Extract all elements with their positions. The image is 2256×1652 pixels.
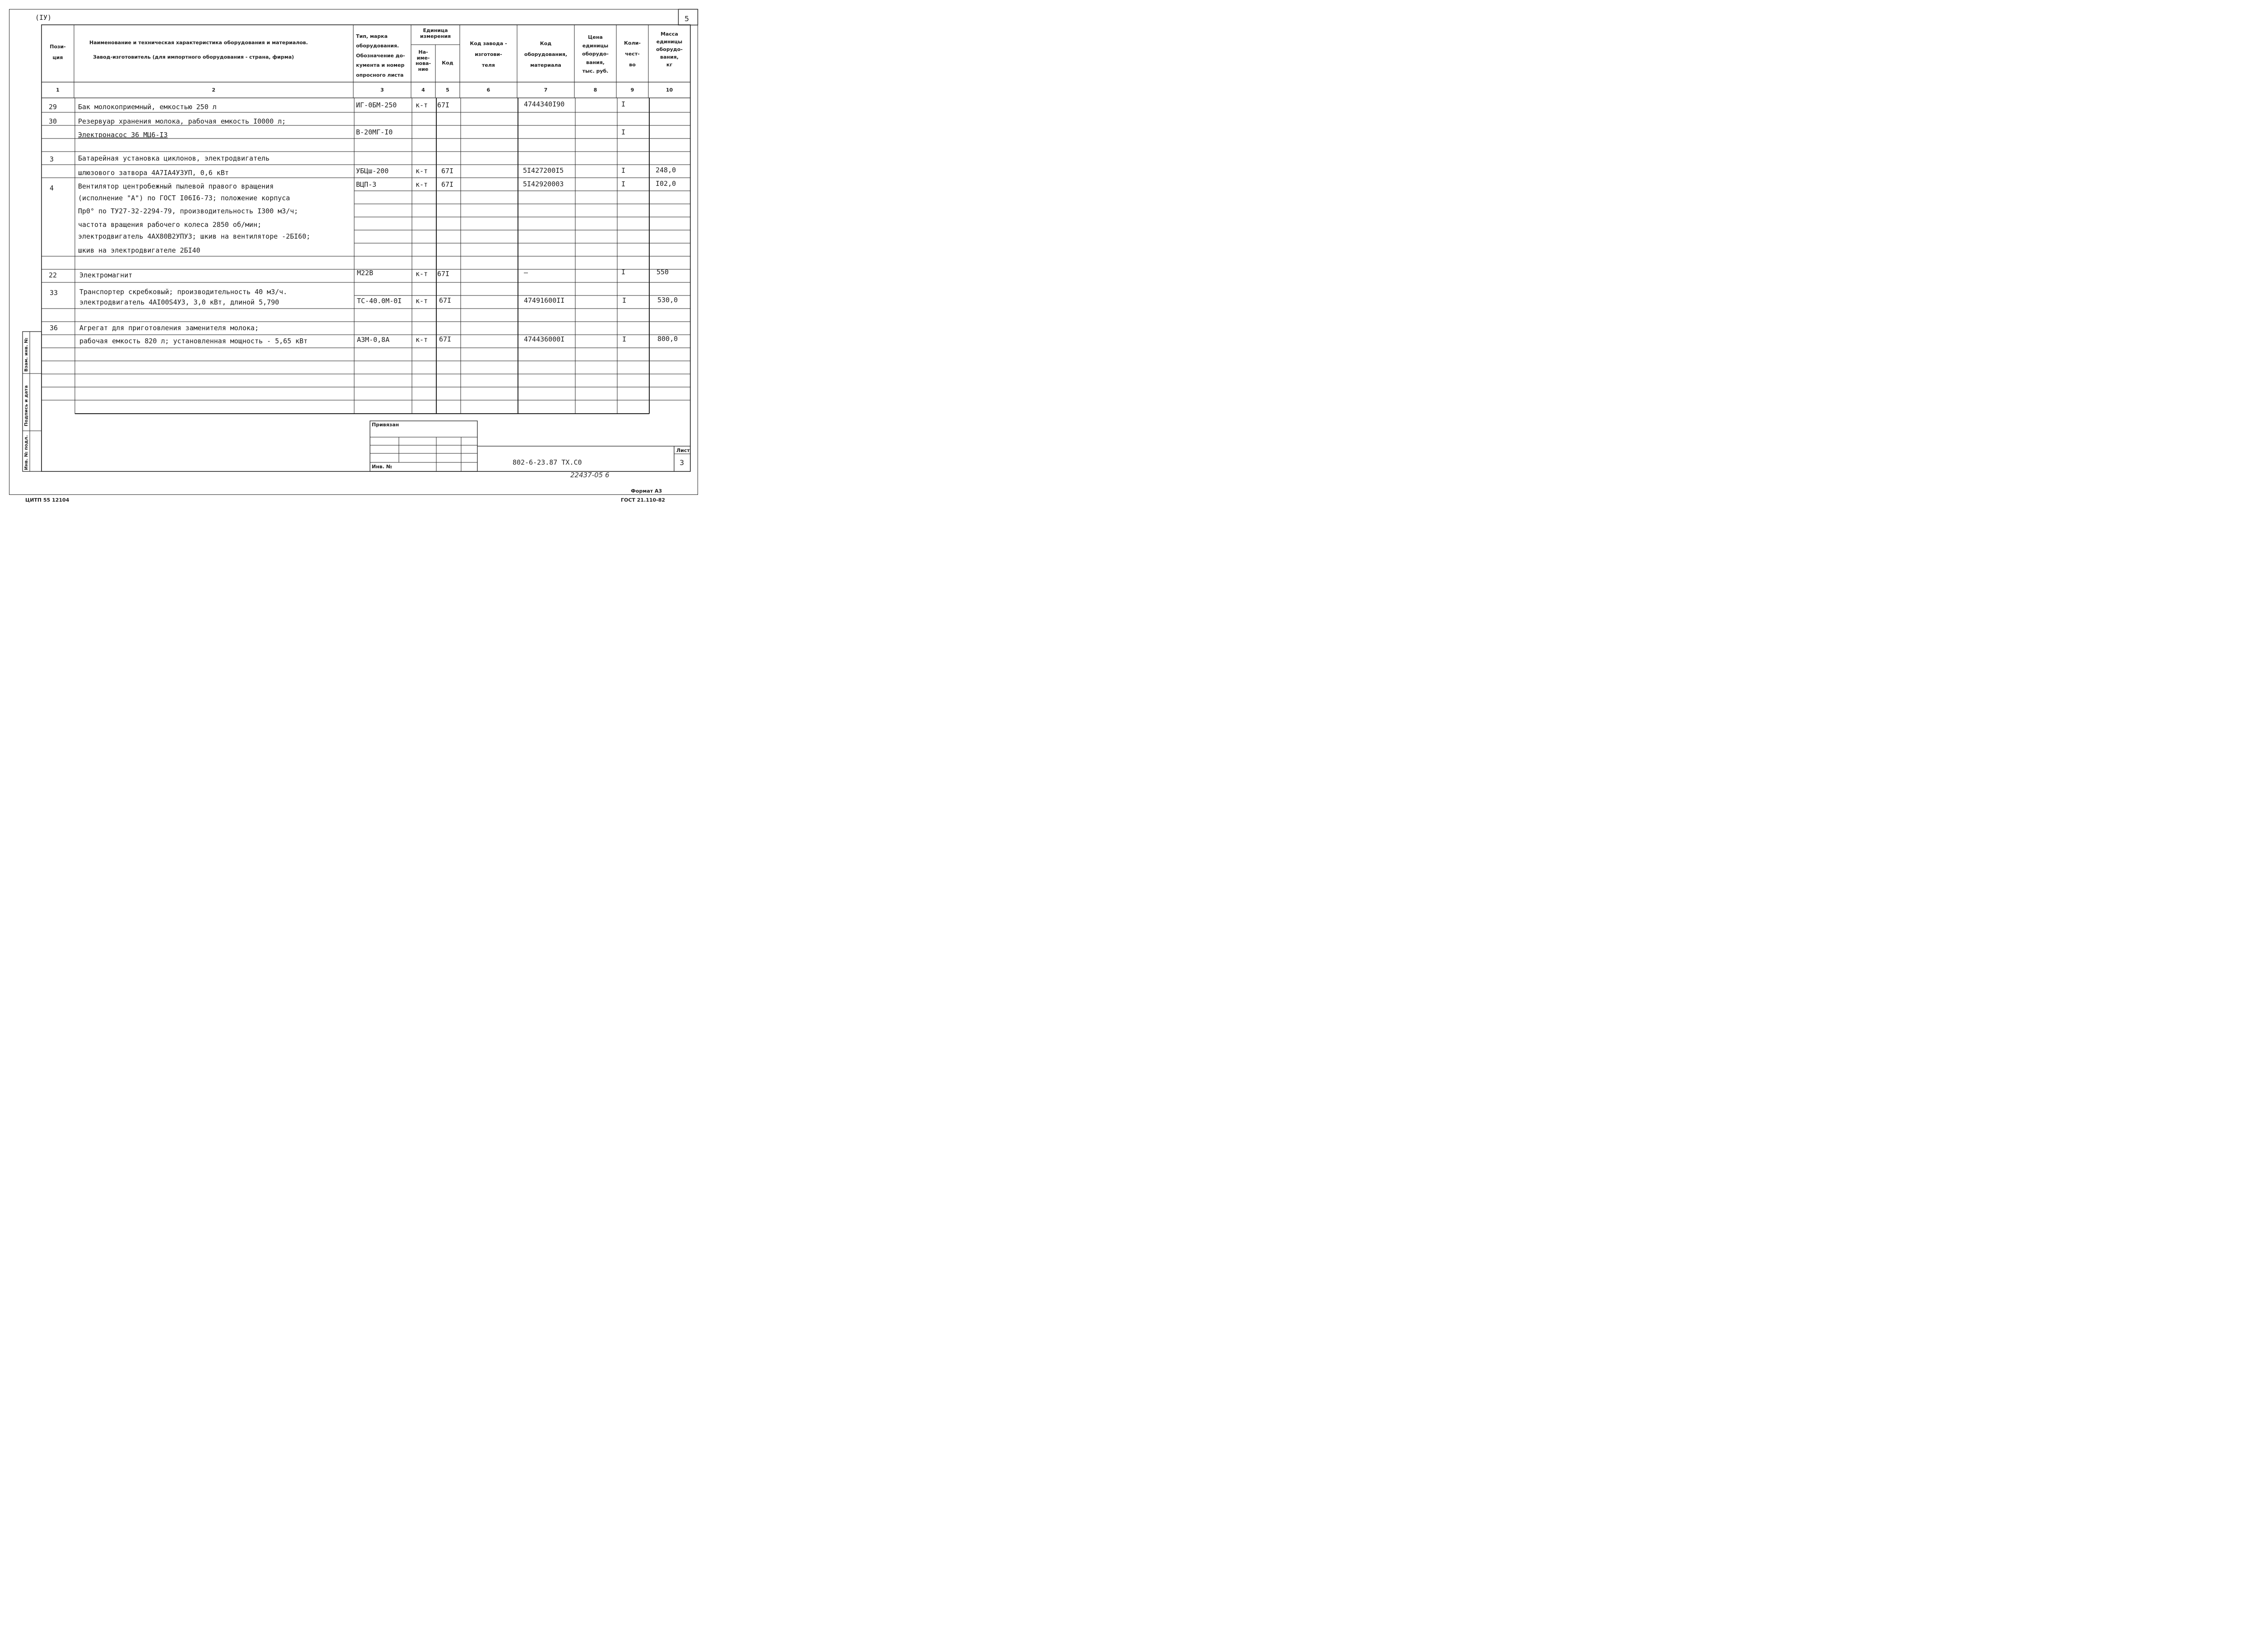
column-number: 1 (56, 87, 60, 93)
column-number: 8 (593, 87, 597, 93)
header-plant-code: Код завода - изготови- теля (470, 41, 507, 69)
row-name: Батарейная установка циклонов, электродвигатель (78, 154, 270, 162)
column-number: 5 (446, 87, 449, 93)
row-name: Вентилятор центробежный пылевой правого вращения (78, 182, 274, 190)
row-quantity: I (621, 100, 626, 108)
row-mass: 530,0 (657, 296, 678, 304)
row-position: 3 (50, 155, 54, 163)
sheet-label: Лист (676, 448, 690, 453)
row-type: АЗМ-0,8А (357, 336, 390, 344)
row-position: 22 (49, 271, 57, 279)
column-number: 9 (630, 87, 634, 93)
row-type: УБЦш-200 (356, 167, 389, 175)
footer-left-code: ЦИТП 55 12104 (25, 497, 69, 503)
row-name: Электромагнит (79, 271, 133, 279)
row-equipment-code: 5I42920003 (523, 180, 564, 188)
row-type: ТС-40.0М-0I (357, 297, 402, 305)
header-type: Тип, марка оборудования. Обозначение до- кумента и номер опросного листа (356, 33, 405, 78)
title-privyazan: Привязан (372, 422, 399, 428)
row-unit-code: 67I (441, 167, 454, 175)
header-quantity: Коли- чест- во (624, 40, 641, 68)
row-name: электродвигатель 4АI00S4У3, 3,0 кВт, длиной 5,790 (79, 298, 279, 306)
row-quantity: I (621, 128, 626, 136)
header-unit-name: На- име- нова- ние (415, 49, 431, 72)
row-mass: I02,0 (656, 180, 676, 188)
row-position: 36 (50, 324, 58, 332)
row-name: частота вращения рабочего колеса 2850 об/мин; (78, 221, 262, 229)
stamp-inv-podl: Инв. № подл. (24, 435, 29, 470)
stamp-signature-date: Подпись и дата (24, 385, 29, 426)
row-unit: к-т (416, 180, 428, 189)
row-name: электродвигатель 4АХ80В2УПУ3; шкив на вентиляторе -2БI60; (78, 232, 310, 240)
row-unit: к-т (416, 167, 428, 175)
row-name: Транспортер скребковый; производительность 40 м3/ч. (79, 288, 287, 296)
row-name: Резервуар хранения молока, рабочая емкость I0000 л; (78, 117, 286, 125)
row-unit: к-т (416, 336, 428, 344)
title-inv-no: Инв. № (372, 464, 393, 470)
row-unit-code: 67I (437, 101, 450, 109)
row-unit: к-т (416, 270, 428, 278)
header-unit-group: Единица измерения (420, 28, 451, 39)
row-type: ИГ-0БМ-250 (356, 101, 397, 109)
sheet-number: 3 (680, 458, 684, 467)
row-equipment-code: – (524, 268, 528, 277)
row-unit-code: 67I (441, 180, 454, 189)
row-quantity: I (621, 268, 626, 276)
row-name: Пр0° по ТУ27-32-2294-79, производительность I300 м3/ч; (78, 207, 298, 215)
row-name: Электронасос 36 МЦ6-I3 (78, 131, 168, 139)
document-designation: 802-6-23.87 ТХ.С0 (513, 458, 582, 466)
stamp-vzam-inv: Взам. инв. № (24, 337, 29, 372)
header-unit-code: Код (442, 60, 453, 66)
row-name: рабочая емкость 820 л; установленная мощность - 5,65 кВт (79, 337, 308, 345)
column-number: 4 (421, 87, 425, 93)
row-mass: 248,0 (656, 166, 676, 174)
row-equipment-code: 474436000I (524, 335, 565, 343)
row-unit-code: 67I (437, 270, 450, 278)
corner-mark: (IУ) (35, 14, 52, 22)
row-unit-code: 67I (439, 296, 452, 305)
row-quantity: I (622, 335, 627, 343)
row-name: Агрегат для приготовления заменителя молока; (79, 324, 259, 332)
row-type: М22В (357, 269, 374, 277)
row-name: Бак молокоприемный, емкостью 250 л (78, 103, 217, 111)
row-equipment-code: 5I427200I5 (523, 166, 564, 175)
row-name: шлюзового затвора 4А7IА4У3УП, 0,6 кВт (78, 169, 229, 177)
header-equipment-code: Код оборудования, материала (524, 41, 568, 69)
row-unit: к-т (416, 297, 428, 305)
row-unit: к-т (416, 101, 428, 109)
row-name: шкив на электродвигателе 2БI40 (78, 246, 200, 254)
footer-format: Формат А3 (631, 488, 662, 494)
row-name: (исполнение "А") по ГОСТ I06I6-73; положение корпуса (78, 194, 290, 202)
header-position: Пози- ция (50, 44, 66, 61)
row-position: 30 (49, 117, 57, 125)
row-quantity: I (621, 180, 626, 188)
page-number: 5 (684, 14, 689, 23)
header-name-line2: Завод-изготовитель (для импортного оборудования - страна, фирма) (93, 54, 294, 60)
column-number: 10 (666, 87, 673, 93)
column-number: 3 (380, 87, 384, 93)
column-number: 7 (544, 87, 548, 93)
header-price: Цена единицы оборудо- вания, тыс. руб. (582, 34, 609, 74)
handwritten-number: 22437-05 6 (570, 471, 610, 479)
header-name-line1: Наименование и техническая характеристика оборудования и материалов. (89, 40, 308, 46)
row-unit-code: 67I (439, 335, 452, 343)
header-mass: Масса единицы оборудо- вания, кг (656, 31, 683, 68)
row-equipment-code: 47491600II (524, 296, 565, 305)
row-position: 29 (49, 103, 57, 111)
row-type: В-20МГ-I0 (356, 128, 393, 136)
row-position: 4 (50, 184, 54, 192)
row-mass: 550 (656, 268, 669, 276)
footer-gost: ГОСТ 21.110-82 (621, 497, 666, 503)
row-equipment-code: 4744340I90 (524, 100, 565, 108)
row-quantity: I (621, 166, 626, 175)
row-type: ВЦП-3 (356, 180, 377, 189)
column-number: 2 (212, 87, 216, 93)
row-mass: 800,0 (657, 335, 678, 343)
row-position: 33 (50, 289, 58, 297)
column-number: 6 (486, 87, 490, 93)
document-sheet (0, 0, 707, 510)
row-quantity: I (622, 296, 627, 305)
